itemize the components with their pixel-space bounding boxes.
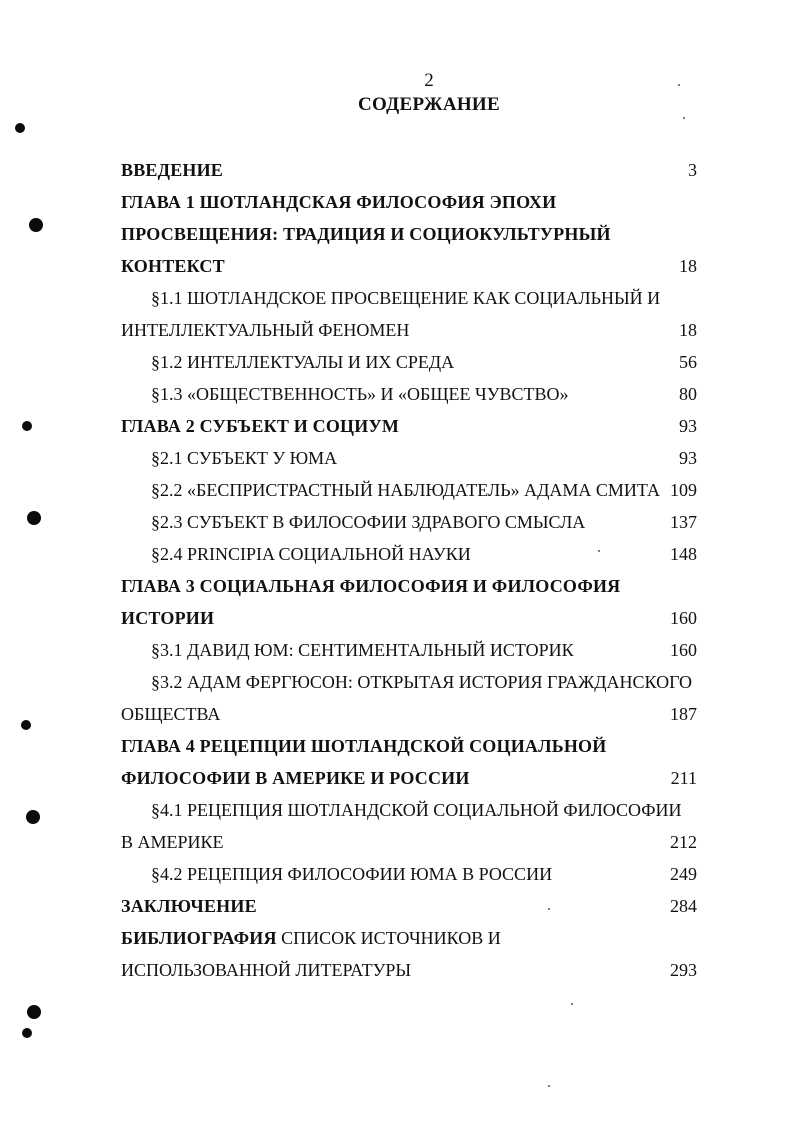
toc-entry-page: 109: [670, 480, 697, 500]
toc-entry: [121, 538, 701, 570]
toc-entry-page: 293: [670, 960, 697, 980]
toc-entry: [121, 954, 701, 986]
toc-entry-title: §3.1 ДАВИД ЮМ: СЕНТИМЕНТАЛЬНЫЙ ИСТОРИК: [151, 640, 574, 660]
toc-entry-page: 160: [670, 608, 697, 628]
toc-entry-title-rest: СПИСОК ИСТОЧНИКОВ И: [276, 928, 501, 948]
scan-speck: [571, 1003, 573, 1005]
toc-entry: [121, 890, 701, 922]
toc-entry: [121, 218, 701, 250]
toc-entry: [121, 762, 701, 794]
toc-entry-page: 148: [670, 544, 697, 564]
toc-entry-page: 187: [670, 704, 697, 724]
punch-hole: [26, 810, 40, 824]
toc-entry: [121, 730, 701, 762]
toc-entry-title: ВВЕДЕНИЕ: [121, 160, 224, 180]
toc-entry-page: 284: [670, 896, 697, 916]
toc-entry-title: ИНТЕЛЛЕКТУАЛЬНЫЙ ФЕНОМЕН: [121, 320, 410, 340]
toc-entry: [121, 506, 701, 538]
toc-entry: [121, 250, 701, 282]
toc-entry: [121, 186, 701, 218]
toc-entry: [121, 666, 701, 698]
scan-speck: [678, 84, 680, 86]
toc-entry-page: 93: [679, 448, 697, 468]
toc-entry-title: КОНТЕКСТ: [121, 256, 225, 276]
page-title: СОДЕРЖАНИЕ: [358, 94, 500, 115]
toc-entry-page: 80: [679, 384, 697, 404]
scan-speck: [598, 550, 600, 552]
toc-entry-title: §4.2 РЕЦЕПЦИЯ ФИЛОСОФИИ ЮМА В РОССИИ: [151, 864, 553, 884]
toc-entry-page: 212: [670, 832, 697, 852]
toc-entry-title: §3.2 АДАМ ФЕРГЮСОН: ОТКРЫТАЯ ИСТОРИЯ ГРАЖДАНСКОГО: [151, 672, 693, 692]
punch-hole: [27, 1005, 41, 1019]
toc-entry-page: 18: [679, 256, 697, 276]
toc-entry: [121, 378, 701, 410]
punch-hole: [15, 123, 25, 133]
toc-entry: [121, 346, 701, 378]
toc-entry-page: 160: [670, 640, 697, 660]
toc-entry-title: §2.4 PRINCIPIA СОЦИАЛЬНОЙ НАУКИ: [151, 544, 471, 564]
toc-entry: [121, 410, 701, 442]
toc-entry-title: §1.2 ИНТЕЛЛЕКТУАЛЫ И ИХ СРЕДА: [151, 352, 455, 372]
toc-entry-page: 3: [688, 160, 697, 180]
toc-entry: [121, 922, 701, 954]
toc-entry-title: ФИЛОСОФИИ В АМЕРИКЕ И РОССИИ: [121, 768, 470, 788]
toc-entry-title: ГЛАВА 4 РЕЦЕПЦИИ ШОТЛАНДСКОЙ СОЦИАЛЬНОЙ: [121, 736, 607, 756]
toc-entry-title: [121, 922, 501, 954]
toc-entry-title: §2.1 СУБЪЕКТ У ЮМА: [151, 448, 338, 468]
toc-entry: [121, 698, 701, 730]
toc-entry: [121, 442, 701, 474]
page-number: 2: [424, 70, 434, 91]
toc-entry: [121, 794, 701, 826]
toc-entry-title: ГЛАВА 3 СОЦИАЛЬНАЯ ФИЛОСОФИЯ И ФИЛОСОФИЯ: [121, 576, 621, 596]
toc-entry: [121, 474, 701, 506]
toc-entry-page: 137: [670, 512, 697, 532]
toc-entry-title: ГЛАВА 1 ШОТЛАНДСКАЯ ФИЛОСОФИЯ ЭПОХИ: [121, 192, 557, 212]
toc-entry-title: ИСТОРИИ: [121, 608, 215, 628]
toc-entry-title: ИСПОЛЬЗОВАННОЙ ЛИТЕРАТУРЫ: [121, 960, 412, 980]
toc-entry: [121, 858, 701, 890]
toc-entry: [121, 154, 701, 186]
scan-speck: [683, 117, 685, 119]
punch-hole: [22, 1028, 32, 1038]
toc-entry-page: 211: [670, 768, 697, 788]
punch-hole: [27, 511, 41, 525]
toc-entry-title: §2.2 «БЕСПРИСТРАСТНЫЙ НАБЛЮДАТЕЛЬ» АДАМА СМИТА: [151, 480, 660, 500]
table-of-contents: [121, 154, 701, 986]
punch-hole: [29, 218, 43, 232]
toc-entry: [121, 314, 701, 346]
punch-hole: [21, 720, 31, 730]
toc-entry-title: ГЛАВА 2 СУБЪЕКТ И СОЦИУМ: [121, 416, 400, 436]
toc-entry-page: 18: [679, 320, 697, 340]
toc-entry-title-bold: БИБЛИОГРАФИЯ: [121, 928, 277, 948]
punch-hole: [22, 421, 32, 431]
toc-entry-page: 249: [670, 864, 697, 884]
toc-entry-page: 93: [679, 416, 697, 436]
toc-entry-title: ЗАКЛЮЧЕНИЕ: [121, 896, 257, 916]
scan-speck: [548, 1085, 550, 1087]
toc-entry: [121, 570, 701, 602]
toc-entry: [121, 634, 701, 666]
toc-entry: [121, 282, 701, 314]
toc-entry-page: 56: [679, 352, 697, 372]
toc-entry-title: ПРОСВЕЩЕНИЯ: ТРАДИЦИЯ И СОЦИОКУЛЬТУРНЫЙ: [121, 224, 611, 244]
toc-entry-title: В АМЕРИКЕ: [121, 832, 224, 852]
toc-entry-title: §1.1 ШОТЛАНДСКОЕ ПРОСВЕЩЕНИЕ КАК СОЦИАЛЬНЫЙ И: [151, 288, 661, 308]
toc-entry: [121, 826, 701, 858]
toc-entry-title: ОБЩЕСТВА: [121, 704, 221, 724]
toc-entry-title: §4.1 РЕЦЕПЦИЯ ШОТЛАНДСКОЙ СОЦИАЛЬНОЙ ФИЛОСОФИИ: [151, 800, 682, 820]
scan-speck: [548, 908, 550, 910]
toc-entry: [121, 602, 701, 634]
toc-entry-title: §1.3 «ОБЩЕСТВЕННОСТЬ» И «ОБЩЕЕ ЧУВСТВО»: [151, 384, 569, 404]
toc-entry-title: §2.3 СУБЪЕКТ В ФИЛОСОФИИ ЗДРАВОГО СМЫСЛА: [151, 512, 586, 532]
